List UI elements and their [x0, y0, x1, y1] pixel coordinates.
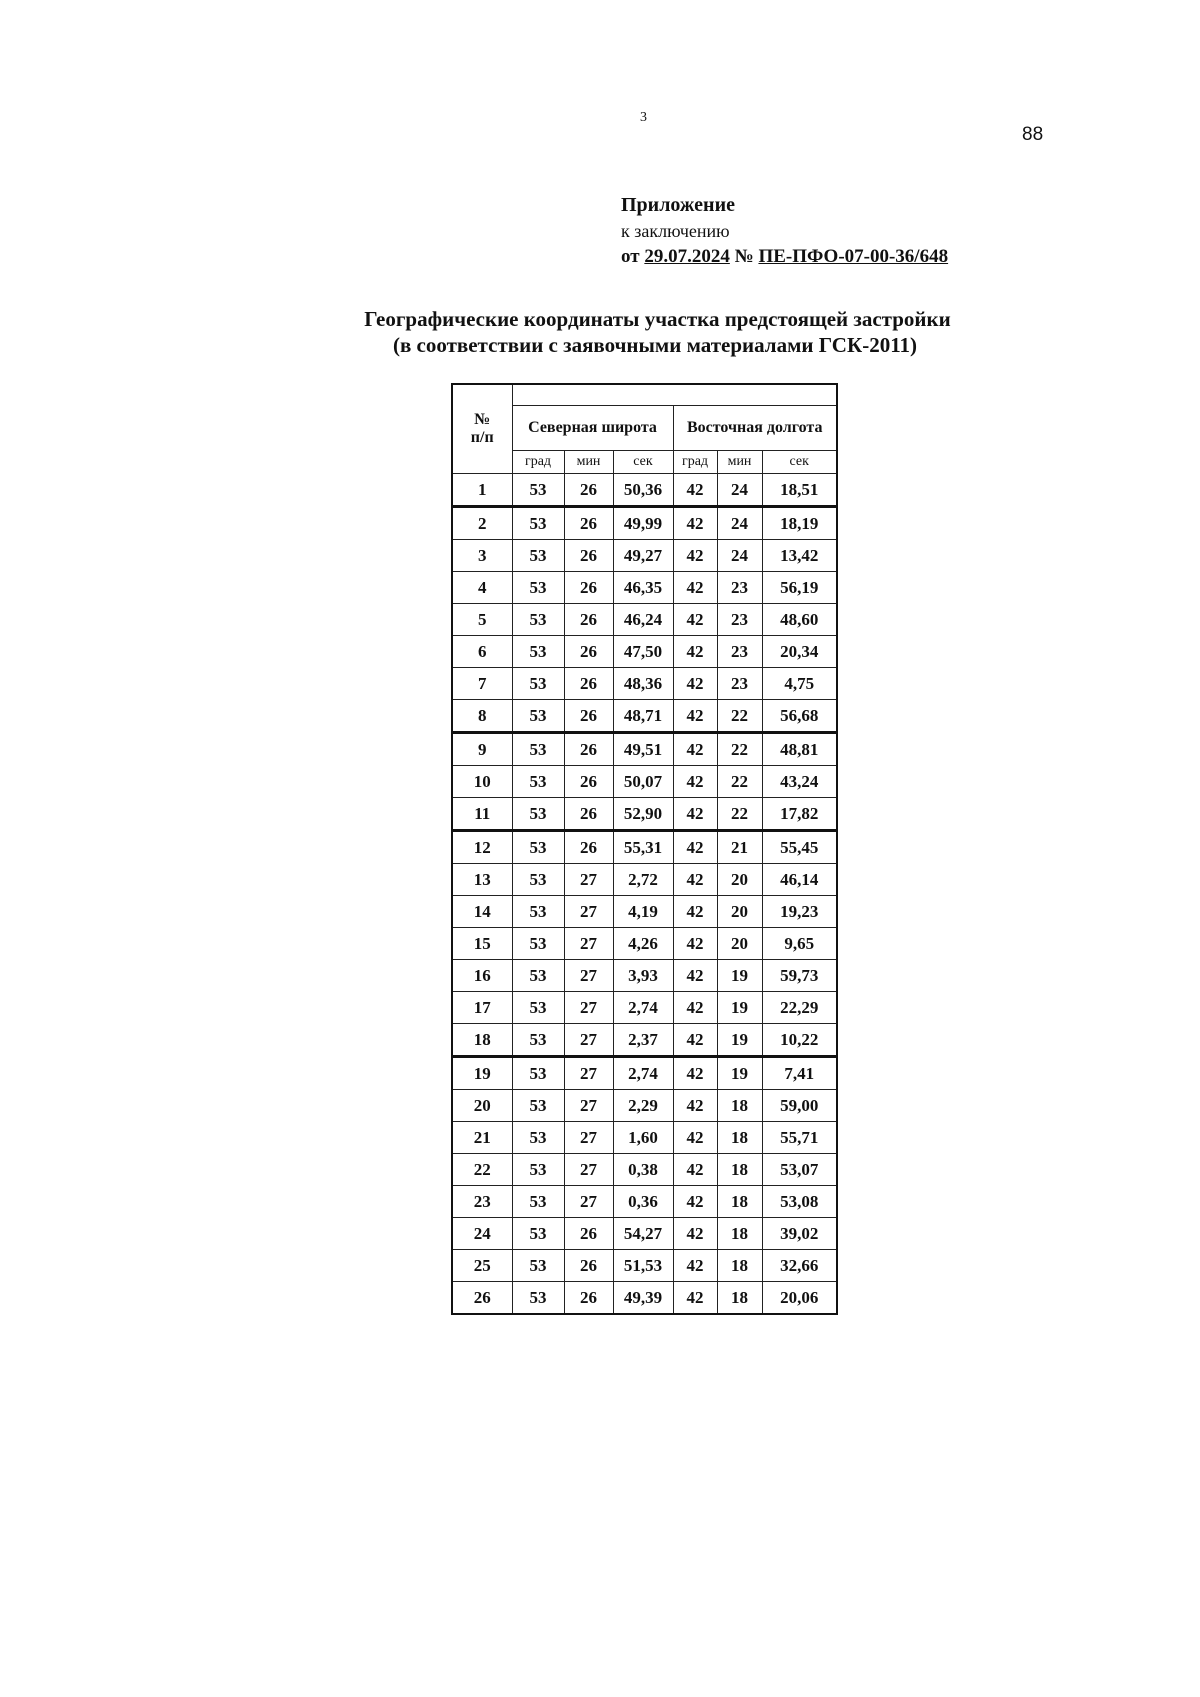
coordinate-cell: 18 [717, 1122, 762, 1154]
coordinate-cell: 22 [717, 733, 762, 766]
coordinate-cell: 19 [717, 992, 762, 1024]
coordinate-cell: 46,14 [762, 864, 837, 896]
coordinate-cell: 55,71 [762, 1122, 837, 1154]
coordinate-cell: 53 [512, 1024, 564, 1057]
row-number-cell: 19 [452, 1057, 512, 1090]
row-number-cell: 7 [452, 668, 512, 700]
row-number-cell: 3 [452, 540, 512, 572]
coordinate-cell: 27 [564, 1122, 613, 1154]
coordinate-cell: 23 [717, 604, 762, 636]
table-row [452, 636, 837, 668]
coordinate-cell: 2,29 [613, 1090, 673, 1122]
coordinate-cell: 52,90 [613, 798, 673, 831]
coordinate-cell: 26 [564, 507, 613, 540]
coordinate-cell: 53 [512, 1122, 564, 1154]
table-row [452, 766, 837, 798]
coordinate-cell: 26 [564, 1282, 613, 1315]
coordinate-cell: 26 [564, 766, 613, 798]
row-number-cell: 5 [452, 604, 512, 636]
coordinate-cell: 13,42 [762, 540, 837, 572]
coordinate-cell: 53 [512, 668, 564, 700]
row-number-cell: 24 [452, 1218, 512, 1250]
table-row [452, 928, 837, 960]
row-number-cell: 22 [452, 1154, 512, 1186]
coordinate-cell: 26 [564, 604, 613, 636]
coordinate-cell: 42 [673, 992, 717, 1024]
coordinate-cell: 55,31 [613, 831, 673, 864]
coordinate-cell: 46,24 [613, 604, 673, 636]
coordinate-cell: 22 [717, 766, 762, 798]
table-row [452, 507, 837, 540]
coordinate-cell: 42 [673, 572, 717, 604]
coordinate-cell: 42 [673, 700, 717, 733]
coordinate-cell: 39,02 [762, 1218, 837, 1250]
row-number-cell: 18 [452, 1024, 512, 1057]
table-row [452, 1122, 837, 1154]
coordinate-cell: 53 [512, 507, 564, 540]
coordinate-cell: 53 [512, 864, 564, 896]
coordinate-cell: 20 [717, 896, 762, 928]
coordinate-cell: 42 [673, 636, 717, 668]
row-number-cell: 9 [452, 733, 512, 766]
coordinate-cell: 42 [673, 1122, 717, 1154]
coordinate-cell: 53 [512, 700, 564, 733]
table-row [452, 733, 837, 766]
coordinate-cell: 56,19 [762, 572, 837, 604]
coordinate-cell: 59,00 [762, 1090, 837, 1122]
number-sign: № [734, 246, 754, 267]
coordinate-cell: 53 [512, 960, 564, 992]
coordinate-cell: 50,36 [613, 474, 673, 507]
table-row [452, 798, 837, 831]
coordinate-cell: 53 [512, 798, 564, 831]
coordinate-cell: 53 [512, 1218, 564, 1250]
coordinate-cell: 53,07 [762, 1154, 837, 1186]
coordinate-cell: 26 [564, 474, 613, 507]
coordinate-cell: 49,27 [613, 540, 673, 572]
row-number-cell: 21 [452, 1122, 512, 1154]
coordinate-cell: 24 [717, 474, 762, 507]
coordinate-cell: 53 [512, 831, 564, 864]
coordinate-cell: 53 [512, 1090, 564, 1122]
coordinate-cell: 19 [717, 1057, 762, 1090]
coordinate-cell: 20 [717, 864, 762, 896]
coordinate-cell: 23 [717, 572, 762, 604]
coordinate-cell: 20,06 [762, 1282, 837, 1315]
coordinate-cell: 50,07 [613, 766, 673, 798]
appendix-number: ПЕ-ПФО-07-00-36/648 [758, 246, 949, 267]
coordinate-cell: 18 [717, 1186, 762, 1218]
coordinate-cell: 55,45 [762, 831, 837, 864]
coordinate-cell: 56,68 [762, 700, 837, 733]
coordinate-cell: 20 [717, 928, 762, 960]
row-number-cell: 25 [452, 1250, 512, 1282]
coordinate-cell: 19 [717, 960, 762, 992]
header-north-latitude: Северная широта [512, 406, 673, 451]
table-row [452, 1090, 837, 1122]
page-number-right: 88 [1022, 124, 1044, 145]
row-number-cell: 13 [452, 864, 512, 896]
coordinate-cell: 7,41 [762, 1057, 837, 1090]
coordinate-cell: 26 [564, 831, 613, 864]
coordinate-cell: 53 [512, 474, 564, 507]
coordinate-cell: 53 [512, 540, 564, 572]
coordinate-cell: 26 [564, 1218, 613, 1250]
header-blank-row [452, 384, 837, 406]
heading-line-2: (в соответствии с заявочными материалами ГСК-2011) [392, 333, 918, 357]
row-number-cell: 17 [452, 992, 512, 1024]
coordinate-cell: 27 [564, 896, 613, 928]
coordinate-cell: 53 [512, 1250, 564, 1282]
table-row [452, 1250, 837, 1282]
coordinate-cell: 23 [717, 668, 762, 700]
coordinate-cell: 26 [564, 572, 613, 604]
coordinate-cell: 53 [512, 572, 564, 604]
unit-cell: град [512, 451, 564, 474]
table-row [452, 1282, 837, 1315]
coordinate-cell: 42 [673, 1024, 717, 1057]
appendix-title: Приложение [621, 194, 735, 216]
coordinate-cell: 42 [673, 928, 717, 960]
table-row [452, 668, 837, 700]
coordinate-cell: 27 [564, 928, 613, 960]
table-row [452, 896, 837, 928]
row-number-cell: 6 [452, 636, 512, 668]
coordinate-cell: 18,19 [762, 507, 837, 540]
coordinate-cell: 53 [512, 1282, 564, 1315]
coordinates-table [451, 383, 838, 1315]
table-row [452, 700, 837, 733]
coordinate-cell: 4,75 [762, 668, 837, 700]
appendix-block [621, 192, 948, 270]
coordinate-cell: 54,27 [613, 1218, 673, 1250]
coordinate-cell: 42 [673, 798, 717, 831]
coordinate-cell: 42 [673, 733, 717, 766]
coordinate-cell: 42 [673, 1090, 717, 1122]
row-number-cell: 10 [452, 766, 512, 798]
coordinate-cell: 26 [564, 668, 613, 700]
unit-cell: сек [613, 451, 673, 474]
coordinate-cell: 42 [673, 474, 717, 507]
coordinate-cell: 53 [512, 604, 564, 636]
unit-cell: мин [717, 451, 762, 474]
coordinate-cell: 49,39 [613, 1282, 673, 1315]
coordinate-cell: 27 [564, 1057, 613, 1090]
coordinate-cell: 49,51 [613, 733, 673, 766]
coordinate-cell: 42 [673, 864, 717, 896]
table-row [452, 604, 837, 636]
coordinate-cell: 20,34 [762, 636, 837, 668]
page-number-center: 3 [640, 110, 647, 125]
table-row [452, 960, 837, 992]
coordinate-cell: 22,29 [762, 992, 837, 1024]
table-row [452, 474, 837, 507]
coordinate-cell: 49,99 [613, 507, 673, 540]
coordinate-cell: 24 [717, 540, 762, 572]
coordinate-cell: 27 [564, 992, 613, 1024]
coordinate-cell: 27 [564, 1154, 613, 1186]
unit-cell: сек [762, 451, 837, 474]
coordinate-cell: 53 [512, 766, 564, 798]
coordinate-cell: 53 [512, 896, 564, 928]
coordinate-cell: 59,73 [762, 960, 837, 992]
row-number-cell: 11 [452, 798, 512, 831]
row-number-cell: 26 [452, 1282, 512, 1315]
coordinate-cell: 42 [673, 540, 717, 572]
coordinate-cell: 42 [673, 1186, 717, 1218]
coordinate-cell: 2,74 [613, 992, 673, 1024]
coordinate-cell: 48,60 [762, 604, 837, 636]
appendix-reference [621, 244, 948, 270]
coordinate-cell: 42 [673, 604, 717, 636]
table-row [452, 1218, 837, 1250]
coordinate-cell: 27 [564, 960, 613, 992]
coordinate-cell: 53 [512, 733, 564, 766]
unit-cell: мин [564, 451, 613, 474]
coordinate-cell: 51,53 [613, 1250, 673, 1282]
coordinate-cell: 46,35 [613, 572, 673, 604]
coordinate-cell: 4,26 [613, 928, 673, 960]
coordinate-cell: 21 [717, 831, 762, 864]
coordinate-cell: 42 [673, 1057, 717, 1090]
coordinate-cell: 1,60 [613, 1122, 673, 1154]
appendix-date: 29.07.2024 [644, 246, 730, 267]
table-row [452, 1057, 837, 1090]
coordinate-cell: 26 [564, 1250, 613, 1282]
coordinate-cell: 22 [717, 700, 762, 733]
coordinate-cell: 27 [564, 864, 613, 896]
table-row [452, 572, 837, 604]
coordinate-cell: 26 [564, 700, 613, 733]
coordinate-cell: 26 [564, 636, 613, 668]
coordinate-cell: 2,37 [613, 1024, 673, 1057]
from-label: от [621, 246, 640, 267]
coordinate-cell: 42 [673, 668, 717, 700]
coordinate-cell: 19,23 [762, 896, 837, 928]
coordinate-cell: 19 [717, 1024, 762, 1057]
header-number: № п/п [452, 384, 512, 474]
coordinate-cell: 24 [717, 507, 762, 540]
coordinate-cell: 3,93 [613, 960, 673, 992]
coordinate-cell: 42 [673, 1218, 717, 1250]
coordinate-cell: 53,08 [762, 1186, 837, 1218]
coordinate-cell: 10,22 [762, 1024, 837, 1057]
row-number-cell: 15 [452, 928, 512, 960]
coordinate-cell: 18,51 [762, 474, 837, 507]
coordinate-cell: 26 [564, 733, 613, 766]
coordinate-cell: 42 [673, 831, 717, 864]
coordinate-cell: 48,36 [613, 668, 673, 700]
table-row [452, 1024, 837, 1057]
coordinate-cell: 32,66 [762, 1250, 837, 1282]
coordinate-cell: 42 [673, 1250, 717, 1282]
coordinate-cell: 53 [512, 1186, 564, 1218]
coordinate-cell: 27 [564, 1090, 613, 1122]
table-row [452, 992, 837, 1024]
coordinate-cell: 43,24 [762, 766, 837, 798]
coordinate-cell: 53 [512, 1057, 564, 1090]
table-row [452, 1186, 837, 1218]
coordinate-cell: 53 [512, 1154, 564, 1186]
row-number-cell: 1 [452, 474, 512, 507]
header-east-longitude: Восточная долгота [673, 406, 837, 451]
coordinate-cell: 22 [717, 798, 762, 831]
table-row [452, 864, 837, 896]
header-blank-cell [512, 384, 837, 406]
coordinate-cell: 42 [673, 766, 717, 798]
coordinate-cell: 18 [717, 1250, 762, 1282]
coordinate-cell: 42 [673, 1154, 717, 1186]
appendix-subtitle: к заключению [621, 221, 730, 241]
coordinate-cell: 42 [673, 960, 717, 992]
coordinate-cell: 27 [564, 1024, 613, 1057]
table-row [452, 1154, 837, 1186]
coordinate-cell: 53 [512, 928, 564, 960]
heading-line-1: Географические координаты участка предстоящей застройки [364, 307, 951, 331]
row-number-cell: 12 [452, 831, 512, 864]
coordinate-cell: 23 [717, 636, 762, 668]
coordinate-cell: 18 [717, 1218, 762, 1250]
coordinate-cell: 53 [512, 636, 564, 668]
coordinate-cell: 42 [673, 1282, 717, 1315]
coordinate-cell: 48,71 [613, 700, 673, 733]
coordinate-cell: 0,36 [613, 1186, 673, 1218]
table-row [452, 831, 837, 864]
row-number-cell: 20 [452, 1090, 512, 1122]
coordinate-cell: 18 [717, 1154, 762, 1186]
coordinate-cell: 47,50 [613, 636, 673, 668]
coordinate-cell: 18 [717, 1090, 762, 1122]
coordinate-cell: 9,65 [762, 928, 837, 960]
coordinate-cell: 2,74 [613, 1057, 673, 1090]
coordinate-cell: 2,72 [613, 864, 673, 896]
coordinate-cell: 48,81 [762, 733, 837, 766]
row-number-cell: 16 [452, 960, 512, 992]
document-heading [0, 306, 1200, 358]
coordinate-cell: 17,82 [762, 798, 837, 831]
row-number-cell: 8 [452, 700, 512, 733]
coordinate-cell: 42 [673, 507, 717, 540]
coordinates-body [452, 474, 837, 1315]
coordinate-cell: 4,19 [613, 896, 673, 928]
row-number-cell: 2 [452, 507, 512, 540]
coordinate-cell: 27 [564, 1186, 613, 1218]
coordinate-cell: 18 [717, 1282, 762, 1315]
coordinate-cell: 42 [673, 896, 717, 928]
table-row [452, 540, 837, 572]
coordinate-cell: 53 [512, 992, 564, 1024]
row-number-cell: 14 [452, 896, 512, 928]
row-number-cell: 4 [452, 572, 512, 604]
row-number-cell: 23 [452, 1186, 512, 1218]
coordinate-cell: 26 [564, 798, 613, 831]
coordinate-cell: 0,38 [613, 1154, 673, 1186]
unit-cell: град [673, 451, 717, 474]
coordinate-cell: 26 [564, 540, 613, 572]
